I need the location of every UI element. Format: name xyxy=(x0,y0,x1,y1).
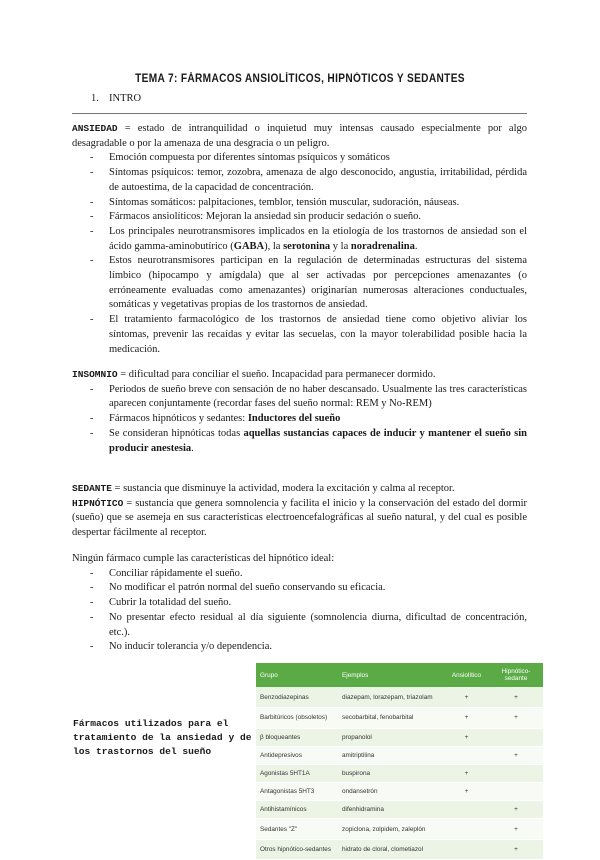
bold-phrase: Inductores del sueño xyxy=(247,413,341,425)
list-item xyxy=(72,254,527,313)
insomnio-term: INSOMNIO xyxy=(72,369,118,380)
list-item-text: Estos neurotransmisores participan en la regulación de determinadas estructuras del sistema límbico (hipocampo y amígdala) que al ser activadas por percepciones amenazantes (o erróneamente evaluadas como amenazantes) originarían numerosas alteraciones conductuales, somáticas y vegetativas propias de los trastornos de ansiedad. xyxy=(109,255,527,311)
table-cell: hidrato de cloral, clometiazol xyxy=(338,839,444,860)
ansiedad-definition: = estado de intranquilidad o inquietud muy intensas causado especialmente por algo desagradable o por la amenaza de una desgracia o un peligro. xyxy=(72,123,527,149)
ideal-list xyxy=(72,567,527,655)
insomnio-definition-paragraph xyxy=(72,368,527,383)
table-row xyxy=(256,746,543,764)
horizontal-rule xyxy=(72,113,527,114)
bold-term-gaba: GABA xyxy=(233,240,265,252)
table-cell: Agonistas 5HT1A xyxy=(256,764,338,782)
table-row xyxy=(256,728,543,746)
list-item xyxy=(72,383,527,412)
ansiedad-definition-paragraph xyxy=(72,122,527,151)
table-row xyxy=(256,801,543,819)
list-item-text: Periodos de sueño breve con sensación de no haber descansado. Usualmente las tres características aparecen conjuntamente (recordar fases del sueño normal: REM y No-REM) xyxy=(109,383,527,410)
list-item-text: El tratamiento farmacológico de los trastornos de ansiedad tiene como objetivo aliviar los síntomas, prevenir las recaídas y evitar las secuelas, con la mayor tolerabilidad posible hacia la medicación. xyxy=(109,314,527,355)
list-item-text: No inducir tolerancia y/o dependencia. xyxy=(109,641,272,653)
list-item xyxy=(72,567,527,582)
list-item-text: Emoción compuesta por diferentes síntomas psíquicos y somáticos xyxy=(109,152,390,164)
ansiedad-list xyxy=(72,151,527,357)
bold-phrase: aquellas sustancias capaces de inducir y mantener el sueño sin producir anestesia xyxy=(109,427,527,454)
list-item-text: Cubrir la totalidad del sueño. xyxy=(109,597,232,609)
list-item xyxy=(72,151,527,166)
table-row xyxy=(256,708,543,729)
insomnio-definition: = dificultad para conciliar el sueño. Incapacidad para permanecer dormido. xyxy=(117,369,436,380)
section-heading-intro xyxy=(91,93,141,104)
hipnotico-definition: = sustancia que genera somnolencia y facilita el inicio y la conservación del estado del dormir (sueño) que se asemeja en sus características electroencefalográficas al sueño natural, y del cual es posible despertar fácilmente al receptor. xyxy=(72,497,527,539)
table-cell xyxy=(489,783,543,801)
column-header-ejemplos: Ejemplos xyxy=(338,663,444,687)
table-cell: β bloqueantes xyxy=(256,728,338,746)
insomnio-section xyxy=(72,368,527,456)
table-cell: Benzodiazepinas xyxy=(256,687,338,708)
hipnotico-term: HIPNÓTICO xyxy=(72,497,124,509)
table-cell: + xyxy=(444,687,489,708)
list-item-text: Se consideran hipnóticas todas xyxy=(109,427,244,439)
table-cell: propanolol xyxy=(338,728,444,746)
table-cell: Antihistamínicos xyxy=(256,801,338,819)
list-item xyxy=(72,640,527,655)
table-cell: + xyxy=(489,801,543,819)
definitions-section xyxy=(72,482,527,541)
table-cell: amitriptilina xyxy=(338,746,444,764)
ansiedad-section xyxy=(72,122,527,357)
column-header-hipnotico-sedante: Hipnótico-sedante xyxy=(489,663,543,687)
list-item xyxy=(72,596,527,611)
table-cell: Otros hipnótico-sedantes xyxy=(256,839,338,860)
list-item-text: ), la xyxy=(264,240,284,252)
table-cell: Antagonistas 5HT3 xyxy=(256,783,338,801)
list-item-text: Fármacos ansiolíticos: Mejoran la ansiedad sin producir sedación o sueño. xyxy=(109,211,422,223)
table-cell: Antidepresivos xyxy=(256,746,338,764)
table-cell xyxy=(444,839,489,860)
table-row xyxy=(256,839,543,860)
table-cell xyxy=(444,746,489,764)
list-item-text: y la xyxy=(330,240,351,252)
insomnio-list xyxy=(72,383,527,457)
list-item xyxy=(72,313,527,357)
list-item xyxy=(72,225,527,254)
bold-term-noradrenalina: noradrenalina xyxy=(350,240,415,252)
list-item-text: . xyxy=(414,240,418,252)
table-cell: Barbitúricos (obsoletos) xyxy=(256,708,338,729)
table-cell: + xyxy=(489,839,543,860)
table-row xyxy=(256,783,543,801)
ansiedad-term: ANSIEDAD xyxy=(72,123,118,134)
section-label: INTRO xyxy=(109,93,142,104)
section-number: 1. xyxy=(91,93,99,104)
table-cell xyxy=(489,728,543,746)
list-item xyxy=(72,196,527,211)
list-item-text: Fármacos hipnóticos y sedantes: xyxy=(109,413,248,425)
list-item xyxy=(72,412,527,427)
list-item xyxy=(72,581,527,596)
sedante-definition: = sustancia que disminuye la actividad, modera la excitación y calma al receptor. xyxy=(111,483,455,494)
table-cell: buspirona xyxy=(338,764,444,782)
table-header-row xyxy=(256,663,543,687)
list-item-text: Síntomas psíquicos: temor, zozobra, amenaza de algo desconocido, angustia, irritabilidad, pérdida de autoestima, de la capacidad de concentración. xyxy=(109,167,527,193)
table-cell: zopiclona, zolpidem, zaleplón xyxy=(338,819,444,840)
sedante-term: SEDANTE xyxy=(72,483,112,494)
table-cell xyxy=(489,764,543,782)
column-header-grupo: Grupo xyxy=(256,663,338,687)
table-cell: Sedantes "Z" xyxy=(256,819,338,840)
drug-table xyxy=(256,663,543,860)
hipnotico-paragraph xyxy=(72,497,527,541)
list-item xyxy=(72,611,527,640)
column-header-ansiolitico: Ansiolítico xyxy=(444,663,489,687)
table-cell: + xyxy=(489,708,543,729)
table-cell: + xyxy=(444,708,489,729)
table-cell: + xyxy=(444,783,489,801)
table-cell xyxy=(444,801,489,819)
list-item-text: Los principales neurotransmisores implicados en la etiología de los trastornos de ansiedad son el ácido gamma-aminobutírico ( xyxy=(109,225,527,252)
list-item xyxy=(72,427,527,456)
table-cell: + xyxy=(489,687,543,708)
bold-term-serotonina: serotonina xyxy=(283,240,331,252)
table-row xyxy=(256,764,543,782)
list-item-text: Conciliar rápidamente el sueño. xyxy=(109,567,243,579)
sedante-paragraph xyxy=(72,482,527,497)
table-row xyxy=(256,819,543,840)
figure-caption: Fármacos utilizados para el tratamiento de la ansiedad y de los trastornos del sueño xyxy=(73,718,252,757)
page-title: TEMA 7: FÁRMACOS ANSIOLÍTICOS, HIPNÓTICOS Y SEDANTES xyxy=(135,73,465,85)
table-cell: diazepam, lorazepam, triazolam xyxy=(338,687,444,708)
list-item-text: No modificar el patrón normal del sueño conservando su eficacia. xyxy=(109,582,386,594)
list-item-text: . xyxy=(191,442,194,454)
table-cell: + xyxy=(489,819,543,840)
table-cell: + xyxy=(444,728,489,746)
table-cell: difenhidramina xyxy=(338,801,444,819)
list-item xyxy=(72,166,527,195)
list-item-text: Síntomas somáticos: palpitaciones, temblor, tensión muscular, sudoración, náuseas. xyxy=(109,196,460,208)
ideal-section xyxy=(72,552,527,655)
list-item xyxy=(72,210,527,225)
table-cell: + xyxy=(489,746,543,764)
table-row xyxy=(256,687,543,708)
list-item-text: No presentar efecto residual al día siguiente (somnolencia diurna, dificultad de concentración, etc.). xyxy=(109,611,527,638)
ideal-intro: Ningún fármaco cumple las características del hipnótico ideal: xyxy=(72,553,335,564)
table-cell: ondansetrón xyxy=(338,783,444,801)
table-cell: + xyxy=(444,764,489,782)
table-cell xyxy=(444,819,489,840)
table-cell: secobarbital, fenobarbital xyxy=(338,708,444,729)
